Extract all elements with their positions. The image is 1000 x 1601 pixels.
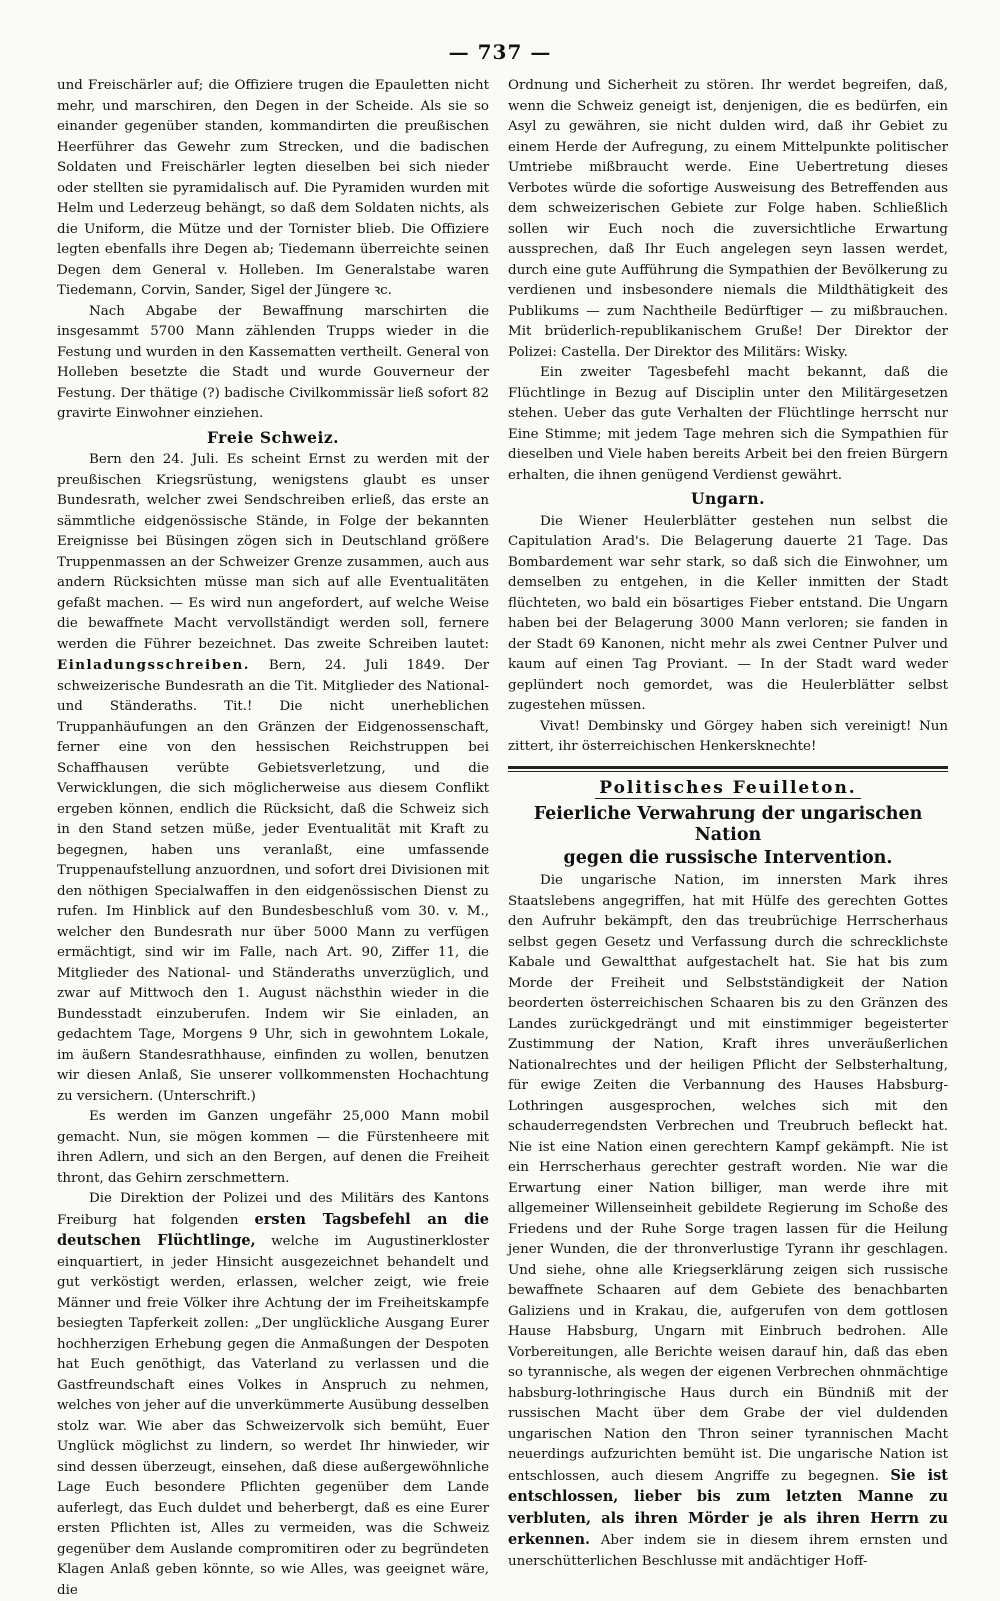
article-title-line-2: gegen die russische Intervention. <box>563 848 893 868</box>
paragraph-text: Der schweizerische Bundesrath an die Tit. Mitglieder des National- und Ständeraths. Tit.! Die nicht unerheblichen Truppanhäufungen an den Gränzen der Eidgenossenschaft, ferner eine von den hessischen Reichstruppen bei Schaffhausen verübte Gebietsverletzung, und die Verwicklungen, die sich möglicherweise aus diesem Conflikt ergeben können, endlich die Rücksicht, daß die Schweiz sich in den Stand setzen müße, jeder Eventualität mit Kraft zu begegnen, haben uns veranlaßt, eine umfassende Truppenaufstellung anzuordnen, und sofort drei Divisionen mit den nöthigen Specialwaffen in den eidgenössischen Dienst zu rufen. Im Hinblick auf den Bundesbeschluß vom 30. v. M., welcher den Bundesrath nur über 5000 Mann zu verfügen ermächtigt, sind wir im Falle, nach Art. 90, Ziffer 11, die Mitglieder des National- und Ständeraths unverzüglich, und zwar auf Mittwoch den 1. August nächsthin wieder in die Bundesstadt einzuberufen. Indem wir Sie einladen, an gedachtem Tage, Morgens 9 Uhr, sich in gewohntem Lokale, im äußern Standesrathhause, einfinden zu wollen, benutzen wir diesen Anlaß, Sie unserer vollkommensten Hochachtung zu versichern. (Unterschrift.) <box>57 658 490 1104</box>
right-column <box>508 76 948 1572</box>
paragraph-text: Die ungarische Nation, im innersten Mark ihres Staatslebens angegriffen, hat mit Hülfe des gerechten Gottes den Aufruhr bekämpft, den das treubrüchige Herrscherhaus selbst gegen Gesetz und Verfassung durch die schrecklichste Kabale und Gewaltthat aufgestachelt hat. Sie hat bis zum Morde der Freiheit und Selbstständigkeit der Nation beorderten österreichischen Schaaren bis zu den Gränzen des Landes zurückgedrängt und mit einstimmiger begeisterter Zustimmung der Nation, Kraft ihres unveräußerlichen Nationalrechtes und der heiligen Pflicht der Selbsterhaltung, für ewige Zeiten die Verbannung des Hauses Habsburg-Lothringen ausgesprochen, welches sich mit den schauderregendsten Verbrechen und Treubruch befleckt hat. Nie ist eine Nation einen gerechtern Kampf gekämpft. Nie ist ein Herrscherhaus gerechter gestraft worden. Nie war die Erwartung einer Nation billiger, man werde ihre mit allgemeiner Willenseinheit gebildete Regierung im Schoße des Friedens und der Ruhe Sorge tragen lassen für die Heilung jener Wunden, die der thronverlustige Tyrann ihr geschlagen. Und siehe, ohne alle Kriegserklärung zeigen sich russische bewaffnete Schaaren auf dem Gebiete des benachbarten Galiziens und in Krakau, die, aufgerufen von dem gottlosen Hause Habsburg, Ungarn mit Einbruch bedrohen. Alle Vorbereitungen, alle Berichte weisen darauf hin, daß das eben so tyrannische, als wegen der eigenen Verbrechen ohnmächtige habsburg-lothringische Haus durch ein Bündniß mit der russischen Macht über dem Grabe der viel duldenden ungarischen Nation den Thron seiner tyrannischen Macht neuerdings aufzurichten bemüht ist. Die ungarische Nation ist entschlossen, auch diesem Angriffe zu begegnen. <box>508 873 948 1484</box>
paragraph: Nach Abgabe der Bewaffnung marschirten die insgesammt 5700 Mann zählenden Trupps wieder in die Festung und wurden in den Kassematten vertheilt. General von Holleben besetzte die Stadt und wurde Gouverneur der Festung. Der thätige (?) badische Civilkommissär ließ sofort 82 gravirte Einwohner einziehen. <box>57 303 489 421</box>
paragraph: Vivat! Dembinsky und Görgey haben sich vereinigt! Nun zittert, ihr österreichischen Henkersknechte! <box>508 718 948 754</box>
paragraph: Die Wiener Heulerblätter gestehen nun selbst die Capitulation Arad's. Die Belagerung dauerte 21 Tage. Das Bombardement war sehr stark, so daß sich die Einwohner, um demselben zu entgehen, in die Keller inmitten der Stadt flüchteten, wo bald ein bösartiges Fieber entstand. Die Ungarn haben bei der Belagerung 3000 Mann verloren; sie fanden in der Stadt 69 Kanonen, nicht mehr als zwei Centner Pulver und kaum auf einen Tag Proviant. — In der Stadt ward weder geplündert noch gemordet, was die Heulerblätter selbst zugestehen müssen. <box>508 513 948 713</box>
paragraph <box>57 450 489 1107</box>
paragraph <box>57 1189 489 1601</box>
paragraph: Ein zweiter Tagesbefehl macht bekannt, daß die Flüchtlinge in Bezug auf Disciplin unter den Militärgesetzen stehen. Ueber das gute Verhalten der Flüchtlinge herrscht nur Eine Stimme; mit jedem Tage mehren sich die Sympathien für dieselben und Viele haben bereits Arbeit bei den freien Bürgern erhalten, die ihnen genügend Verdienst gewährt. <box>508 365 948 483</box>
section-heading-feuilleton <box>508 778 948 799</box>
paragraph-text: Aber indem sie in diesem ihrem ernsten und unerschütterlichen Beschlusse mit andächtiger Hoff- <box>508 1533 948 1569</box>
dateline: Bern, 24. Juli 1849. <box>268 658 445 673</box>
paragraph-text: welche im Augustinerkloster einquartiert, in jeder Hinsicht ausgezeichnet behandelt und gut verköstigt werden, erlassen, welcher zeigt, wie freie Männer und freie Völker ihre Achtung der im Freiheitskampfe besiegten Tapferkeit zollen: „Der unglückliche Ausgang Eurer hochherzigen Erhebung gegen die Anmaßungen der Despoten hat Euch genöthigt, das Vaterland zu verlassen und die Gastfreundschaft eines Volkes in Anspruch zu nehmen, welches von jeher auf die unverkümmerte Ausübung desselben stolz war. Wie aber das Schweizervolk sich bemüht, Euer Unglück möglichst zu lindern, so werdet Ihr hinwieder, wir sind dessen überzeugt, einsehen, daß diese außergewöhnliche Lage Euch besondere Pflichten gegenüber dem Lande auferlegt, das Euch duldet und beherbergt, daß es eine Eurer ersten Pflichten ist, Alles zu vermeiden, was die Schweiz gegenüber dem Auslande compromitiren oder zu begründeten Klagen Anlaß geben könnte, so wie Alles, was geeignet wäre, die <box>57 1234 489 1598</box>
section-heading-ungarn: Ungarn. <box>691 489 765 508</box>
section-heading-freie-schweiz: Freie Schweiz. <box>206 427 340 447</box>
paragraph: Es werden im Ganzen ungefähr 25,000 Mann mobil gemacht. Nun, sie mögen kommen — die Fürstenheere mit ihren Adlern, und sich an den Bergen, auf denen die Freiheit thront, das Gehirn zerschmettern. <box>57 1109 489 1186</box>
left-column <box>57 76 489 1601</box>
emphasis-tagesbefehl: ersten Tagsbefehl an die deutschen Flüchtlinge, <box>57 1210 489 1249</box>
emphasis-statement: Sie ist entschlossen, lieber bis zum letzten Manne zu verbluten, als ihren Mörder je als ihren Herrn zu erkennen. <box>508 1466 948 1548</box>
article-title-line-1: Feierliche Verwahrung der ungarischen Nation <box>533 804 923 845</box>
paragraph: und Freischärler auf; die Offiziere trugen die Epauletten nicht mehr, und marschiren, den Degen in der Scheide. Als sie so einander gegenüber standen, kommandirten die preußischen Heerführer das Gewehr zum Strecken, und die badischen Soldaten und Freischärler legten dieselben bei sich nieder oder stellten sie pyramidalisch auf. Die Pyramiden wurden mit Helm und Lederzeug behängt, so daß dem Soldaten nichts, als die Uniform, die Mütze und der Tornister blieb. Die Offiziere legten ebenfalls ihre Degen ab; Tiedemann überreichte seinen Degen dem General v. Holleben. Im Generalstabe waren Tiedemann, Corvin, Sander, Sigel der Jüngere ꝛc. <box>57 78 489 298</box>
paragraph-text: Bern den 24. Juli. Es scheint Ernst zu werden mit der preußischen Kriegsrüstung, wenigstens glaubt es unser Bundesrath, welcher zwei Sendschreiben erließ, das erste an sämmtliche eidgenössische Stände, in Folge der bekannten Ereignisse bei Büsingen zögen sich in Deutschland größere Truppenmassen an der Schweizer Grenze zusammen, auch aus andern Rücksichten müsse man sich auf alle Eventualitäten gefaßt machen. — Es wird nun angefordert, auf welche Weise die bewaffnete Macht vervollständigt werden soll, fernere werden die Führer bezeichnet. Das zweite Schreiben lautet: <box>57 452 489 652</box>
paragraph <box>508 871 948 1572</box>
section-divider <box>508 766 948 772</box>
paragraph-text: Die Direktion der Polizei und des Militärs des Kantons Freiburg hat folgenden <box>57 1191 489 1228</box>
section-title-text: Politisches Feuilleton. <box>595 778 860 799</box>
spaced-heading-einladungsschreiben: Einladungsschreiben. <box>57 657 250 673</box>
paragraph: Ordnung und Sicherheit zu stören. Ihr werdet begreifen, daß, wenn die Schweiz geneigt ist, denjenigen, die es bedürfen, ein Asyl zu gewähren, sie nicht dulden wird, daß ihr Gebiet zu einem Herde der Aufregung, zu einem Mittelpunkte politischer Umtriebe mißbraucht werde. Eine Uebertretung dieses Verbotes würde die sofortige Ausweisung des Betreffenden aus dem schweizerischen Gebiete zur Folge haben. Schließlich sollen wir Euch noch die zuversichtliche Erwartung aussprechen, daß Ihr Euch angelegen seyn lassen werdet, durch eine gute Aufführung die Sympathien der Bevölkerung zu verdienen und insbesondere niemals die Mildthätigkeit des Publikums — zum Nachtheile Bedürftiger — zu mißbrauchen. Mit brüderlich-republikanischem Gruße! Der Direktor der Polizei: Castella. Der Direktor des Militärs: Wisky. <box>508 78 948 360</box>
page-number: — 737 — <box>448 40 552 64</box>
